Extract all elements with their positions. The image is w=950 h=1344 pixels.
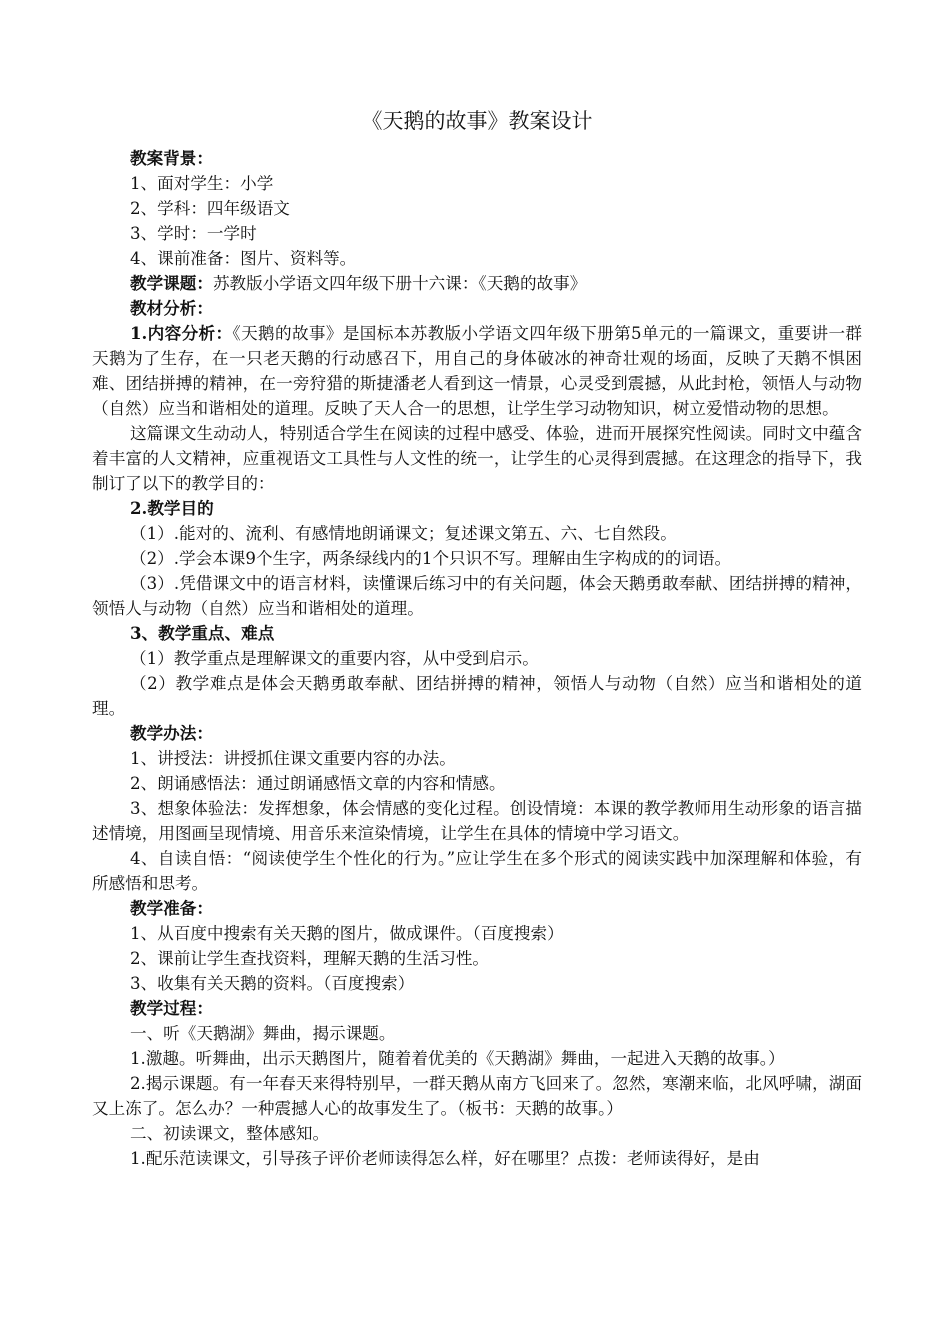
- bold-label: 教学课题：: [130, 273, 213, 293]
- paragraph: [92, 946, 862, 971]
- paragraph-text: 2.揭示课题。有一年春天来得特别早，一群天鹅从南方飞回来了。忽然，寒潮来临，北风呼啸，湖面又上冻了。怎么办？一种震撼人心的故事发生了。（板书：天鹅的故事。）: [92, 1074, 862, 1118]
- bold-label: 教学过程：: [130, 998, 213, 1018]
- paragraph: [92, 846, 862, 896]
- paragraph: [92, 571, 862, 621]
- paragraph-text: （1）.能对的、流利、有感情地朗诵课文；复述课文第五、六、七自然段。: [130, 524, 677, 543]
- paragraph-text: 1、讲授法：讲授抓住课文重要内容的办法。: [130, 749, 456, 768]
- paragraph-text: 4、课前准备：图片、资料等。: [130, 249, 357, 268]
- paragraph: [92, 1121, 862, 1146]
- paragraph: [92, 1146, 862, 1171]
- paragraph: [92, 746, 862, 771]
- paragraph: [92, 546, 862, 571]
- paragraph-text: 1、面对学生：小学: [130, 174, 274, 193]
- paragraph-text: 2、学科：四年级语文: [130, 199, 290, 218]
- paragraph: [92, 1021, 862, 1046]
- paragraph-text: 1、从百度中搜索有关天鹅的图片，做成课件。（百度搜索）: [130, 924, 564, 943]
- paragraph: [92, 271, 862, 296]
- paragraph: [92, 996, 862, 1021]
- paragraph-text: 苏教版小学语文四年级下册十六课：《天鹅的故事》: [212, 274, 587, 293]
- paragraph: [92, 921, 862, 946]
- paragraph: [92, 421, 862, 496]
- paragraph: [92, 721, 862, 746]
- paragraph: [92, 646, 862, 671]
- paragraph-text: 3、想象体验法：发挥想象，体会情感的变化过程。创设情境：本课的教学教师用生动形象的语言描述情境，用图画呈现情境、用音乐来渲染情境，让学生在具体的情境中学习语文。: [92, 799, 862, 843]
- bold-label: 1.内容分析：: [130, 323, 233, 343]
- bold-label: 教学办法：: [130, 723, 213, 743]
- paragraph-text: 4、自读自悟：“阅读使学生个性化的行为。”应让学生在多个形式的阅读实践中加深理解和体验，有所感悟和思考。: [92, 849, 862, 893]
- paragraph-text: 2、课前让学生查找资料，理解天鹅的生活习性。: [130, 949, 490, 968]
- paragraph: [92, 296, 862, 321]
- paragraph-text: （2）教学难点是体会天鹅勇敢奉献、团结拼搏的精神，领悟人与动物（自然）应当和谐相处的道理。: [92, 674, 862, 718]
- paragraph-text: 1.配乐范读课文，引导孩子评价老师读得怎么样，好在哪里？点拨：老师读得好，是由: [130, 1149, 760, 1168]
- paragraph: [92, 671, 862, 721]
- paragraph-text: 1.激趣。听舞曲，出示天鹅图片，随着着优美的《天鹅湖》舞曲，一起进入天鹅的故事。）: [130, 1049, 785, 1068]
- paragraph: [92, 246, 862, 271]
- bold-label: 教案背景：: [130, 148, 213, 168]
- paragraph: [92, 171, 862, 196]
- paragraph: [92, 771, 862, 796]
- document-body: [92, 146, 862, 1171]
- paragraph-text: （1）教学重点是理解课文的重要内容，从中受到启示。: [130, 649, 539, 668]
- paragraph: [92, 146, 862, 171]
- paragraph: [92, 971, 862, 996]
- paragraph: [92, 521, 862, 546]
- paragraph: [92, 321, 862, 421]
- paragraph-text: 一、听《天鹅湖》舞曲，揭示课题。: [130, 1024, 396, 1043]
- bold-label: 3、教学重点、难点: [130, 623, 275, 643]
- paragraph: [92, 896, 862, 921]
- paragraph-text: 2、朗诵感悟法：通过朗诵感悟文章的内容和情感。: [130, 774, 506, 793]
- paragraph: [92, 496, 862, 521]
- paragraph-text: 3、收集有关天鹅的资料。（百度搜索）: [130, 974, 415, 993]
- paragraph: [92, 1071, 862, 1121]
- paragraph: [92, 221, 862, 246]
- page-title: 《天鹅的故事》教案设计: [361, 109, 593, 133]
- paragraph: [92, 621, 862, 646]
- paragraph-text: 3、学时：一学时: [130, 224, 257, 243]
- paragraph-text: （2）.学会本课9个生字，两条绿线内的1个只识不写。理解由生字构成的的词语。: [130, 549, 732, 568]
- paragraph: [92, 1046, 862, 1071]
- paragraph-text: 二、初读课文，整体感知。: [130, 1124, 330, 1143]
- bold-label: 2.教学目的: [130, 498, 214, 518]
- bold-label: 教学准备：: [130, 898, 213, 918]
- bold-label: 教材分析：: [130, 298, 213, 318]
- paragraph-text: 这篇课文生动动人，特别适合学生在阅读的过程中感受、体验，进而开展探究性阅读。同时文中蕴含着丰富的人文精神，应重视语文工具性与人文性的统一，让学生的心灵得到震撼。在这理念的指导下，我制订了以下的教学目的：: [92, 424, 862, 493]
- paragraph-text: （3）.凭借课文中的语言材料，读懂课后练习中的有关问题，体会天鹅勇敢奉献、团结拼搏的精神，领悟人与动物（自然）应当和谐相处的道理。: [92, 574, 862, 618]
- paragraph: [92, 796, 862, 846]
- paragraph-text: 《天鹅的故事》是国标本苏教版小学语文四年级下册第5单元的一篇课文，重要讲一群天鹅为了生存，在一只老天鹅的行动感召下，用自己的身体破冰的神奇壮观的场面，反映了天鹅不惧困难、团结拼搏的精神，在一旁狩猎的斯捷潘老人看到这一情景，心灵受到震撼，从此封枪，领悟人与动物（自然）应当和谐相处的道理。反映了天人合一的思想，让学生学习动物知识，树立爱惜动物的思想。: [92, 324, 862, 418]
- paragraph: [92, 196, 862, 221]
